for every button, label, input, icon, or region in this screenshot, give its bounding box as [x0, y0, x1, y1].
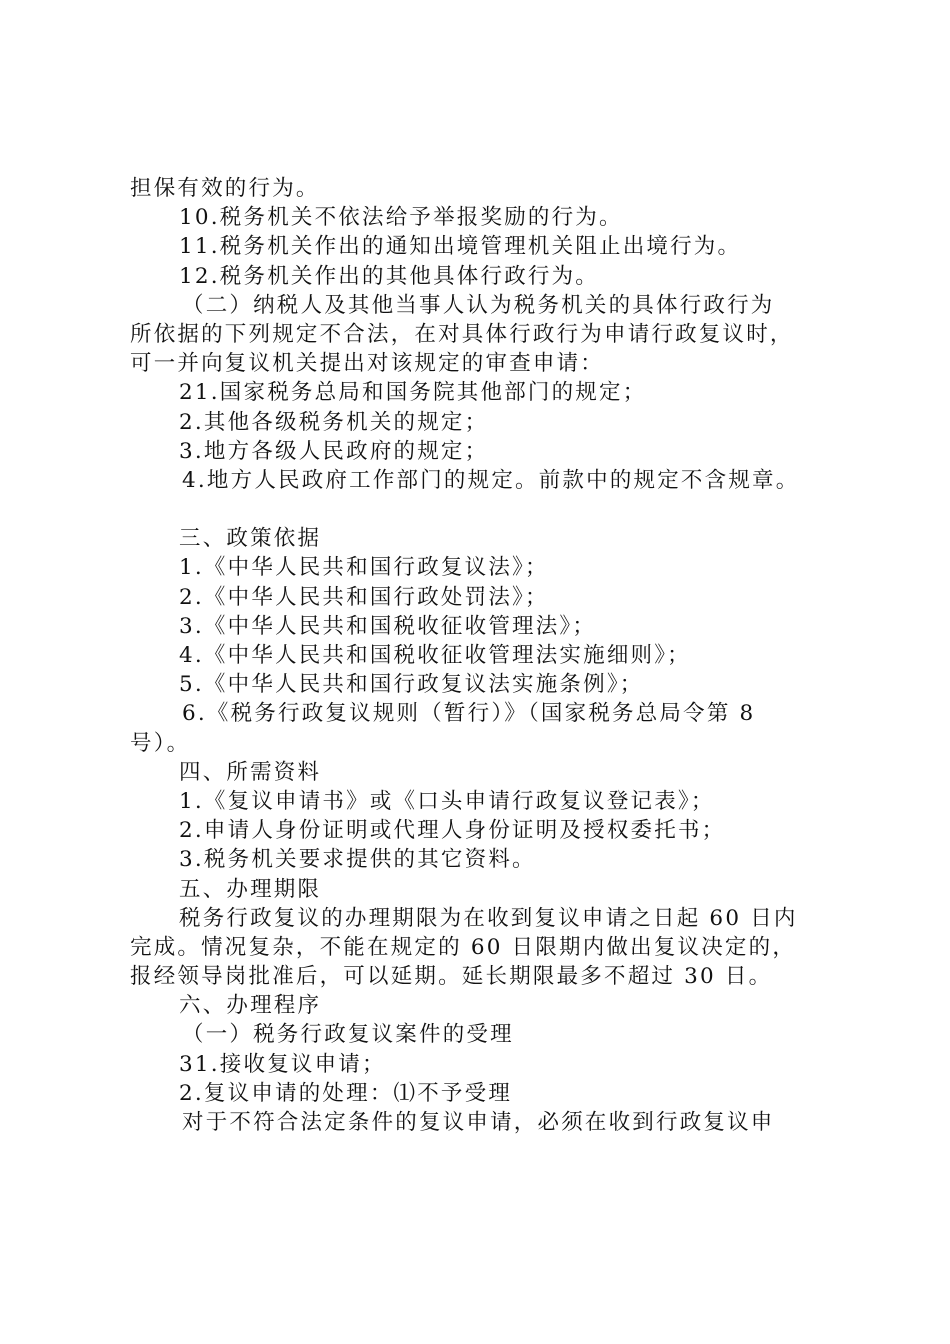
- text-line: 6.《税务行政复议规则（暂行）》（国家税务总局令第 8: [182, 701, 756, 727]
- text-line: 12.税务机关作出的其他具体行政行为。: [179, 263, 599, 289]
- text-line: 5.《中华人民共和国行政复议法实施条例》；: [179, 672, 644, 698]
- text-line: 所依据的下列规定不合法，在对具体行政行为申请行政复议时，: [130, 321, 794, 347]
- text-line: 11.税务机关作出的通知出境管理机关阻止出境行为。: [179, 234, 742, 260]
- text-line: 三、政策依据: [179, 526, 322, 552]
- text-line: 4.《中华人民共和国税收征收管理法实施细则》；: [179, 643, 691, 668]
- text-line: 1.《复议申请书》或《口头申请行政复议登记表》；: [179, 788, 715, 814]
- text-line: （一）税务行政复议案件的受理: [182, 1022, 514, 1048]
- text-line: 10.税务机关不依法给予举报奖励的行为。: [179, 205, 623, 231]
- text-line: 担保有效的行为。: [130, 176, 320, 201]
- text-line: 4.地方人民政府工作部门的规定。前款中的规定不含规章。: [182, 467, 800, 493]
- text-line: 四、所需资料: [179, 759, 322, 785]
- blank-line: [130, 495, 850, 524]
- text-line: 31.接收复议申请；: [179, 1051, 386, 1077]
- text-line: 号）。: [130, 730, 191, 756]
- text-line: 五、办理期限: [179, 876, 322, 902]
- text-line: 3.税务机关要求提供的其它资料。: [179, 847, 536, 873]
- text-line: （二）纳税人及其他当事人认为税务机关的具体行政行为: [182, 292, 775, 318]
- text-line: 2.复议申请的处理：⑴不予受理: [179, 1080, 513, 1106]
- text-line: 六、办理程序: [179, 993, 322, 1019]
- text-line: 1.《中华人民共和国行政复议法》；: [179, 555, 549, 581]
- text-line: 2.《中华人民共和国行政处罚法》；: [179, 584, 549, 610]
- text-line: 税务行政复议的办理期限为在收到复议申请之日起 60 日内: [179, 905, 798, 931]
- text-line: 完成。情况复杂，不能在规定的 60 日限期内做出复议决定的，: [130, 934, 797, 960]
- text-line: 对于不符合法定条件的复议申请，必须在收到行政复议申: [182, 1110, 775, 1135]
- text-line: 3.《中华人民共和国税收征收管理法》；: [179, 613, 597, 639]
- text-line: 2.其他各级税务机关的规定；: [179, 409, 489, 435]
- document-body: [130, 174, 850, 1137]
- text-line: 21.国家税务总局和国务院其他部门的规定；: [179, 380, 647, 406]
- text-line: 报经领导岗批准后，可以延期。延长期限最多不超过 30 日。: [130, 964, 773, 990]
- text-line: 2.申请人身份证明或代理人身份证明及授权委托书；: [179, 818, 726, 844]
- text-line: 可一并向复议机关提出对该规定的审查申请：: [130, 351, 605, 377]
- text-line: 3.地方各级人民政府的规定；: [179, 438, 489, 464]
